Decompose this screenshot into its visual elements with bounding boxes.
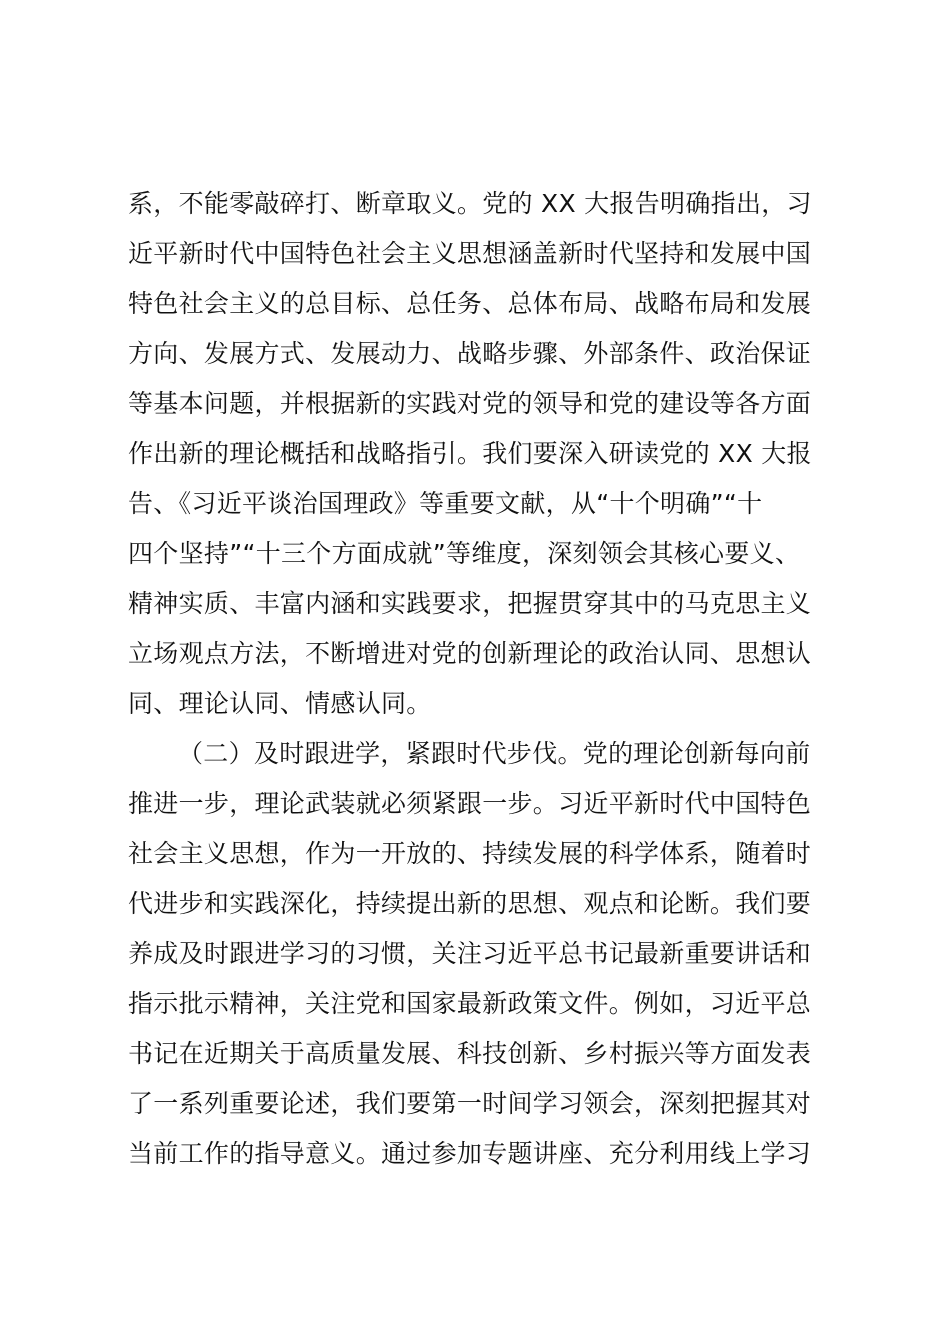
text-line: 特色社会主义的总目标、总任务、总体布局、战略布局和发展	[128, 289, 812, 318]
text-line: 代进步和实践深化，持续提出新的思想、观点和论断。我们要	[128, 889, 812, 918]
text-line: 了一系列重要论述，我们要第一时间学习领会，深刻把握其对	[128, 1089, 812, 1118]
text-line: 告、《习近平谈治国理政》等重要文献，从“十个明确”“十	[128, 489, 763, 518]
section-heading-line: （二）及时跟进学，紧跟时代步伐。党的理论创新每向前	[178, 739, 811, 768]
text-line: 作出新的理论概括和战略指引。我们要深入研读党的 XX 大报	[128, 439, 812, 468]
text-line: 推进一步，理论武装就必须紧跟一步。习近平新时代中国特色	[128, 789, 812, 818]
text-line: 精神实质、丰富内涵和实践要求，把握贯穿其中的马克思主义	[128, 589, 812, 618]
text-line: 系，不能零敲碎打、断章取义。党的 XX 大报告明确指出，习	[128, 189, 812, 218]
text-line: 指示批示精神，关注党和国家最新政策文件。例如，习近平总	[128, 989, 812, 1018]
text-line: 四个坚持”“十三个方面成就”等维度，深刻领会其核心要义、	[128, 539, 801, 568]
text-line: 社会主义思想，作为一开放的、持续发展的科学体系，随着时	[128, 839, 812, 868]
text-line: 同、理论认同、情感认同。	[128, 689, 432, 718]
text-line: 近平新时代中国特色社会主义思想涵盖新时代坚持和发展中国	[128, 239, 812, 268]
text-line: 当前工作的指导意义。通过参加专题讲座、充分利用线上学习	[128, 1139, 812, 1168]
text-line: 立场观点方法，不断增进对党的创新理论的政治认同、思想认	[128, 639, 812, 668]
text-line: 等基本问题，并根据新的实践对党的领导和党的建设等各方面	[128, 389, 812, 418]
text-line: 方向、发展方式、发展动力、战略步骤、外部条件、政治保证	[128, 339, 812, 368]
text-line: 养成及时跟进学习的习惯，关注习近平总书记最新重要讲话和	[128, 939, 812, 968]
text-line: 书记在近期关于高质量发展、科技创新、乡村振兴等方面发表	[128, 1039, 812, 1068]
